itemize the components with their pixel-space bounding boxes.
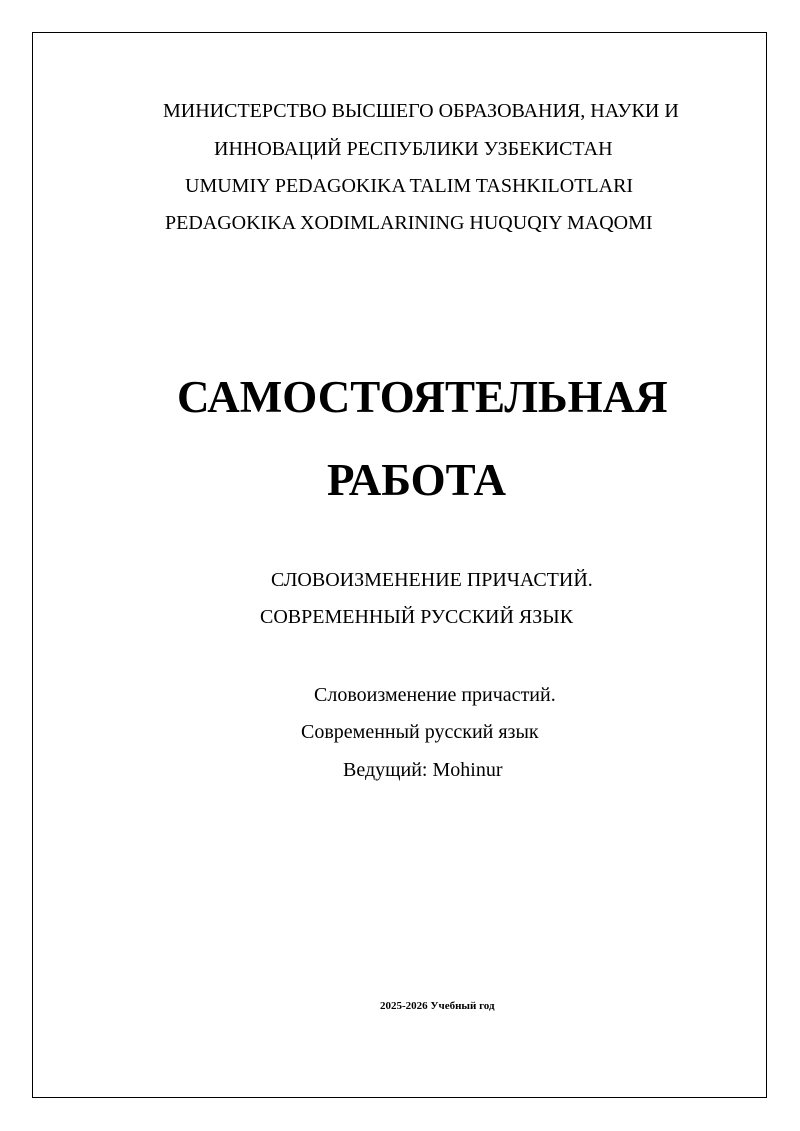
- document-title-line-1: САМОСТОЯТЕЛЬНАЯ: [177, 372, 668, 422]
- topic-line-2: Современный русский язык: [301, 721, 539, 743]
- document-title-line-2: РАБОТА: [327, 455, 506, 505]
- organization-line-2: PEDAGOKIKA XODIMLARINING HUQUQIY MAQOMI: [165, 212, 653, 234]
- topic-line-1: Словоизменение причастий.: [314, 684, 556, 706]
- academic-year: 2025-2026 Учебный год: [380, 1000, 495, 1012]
- organization-line-1: UMUMIY PEDAGOKIKA TALIM TASHKILOTLARI: [185, 175, 634, 197]
- ministry-line-1: МИНИСТЕРСТВО ВЫСШЕГО ОБРАЗОВАНИЯ, НАУКИ И: [163, 100, 679, 122]
- ministry-line-2: ИННОВАЦИЙ РЕСПУБЛИКИ УЗБЕКИСТАН: [214, 138, 613, 160]
- subtitle-line-2: СОВРЕМЕННЫЙ РУССКИЙ ЯЗЫК: [260, 606, 574, 628]
- presenter-line: Ведущий: Mohinur: [343, 759, 503, 781]
- subtitle-line-1: СЛОВОИЗМЕНЕНИЕ ПРИЧАСТИЙ.: [271, 569, 593, 591]
